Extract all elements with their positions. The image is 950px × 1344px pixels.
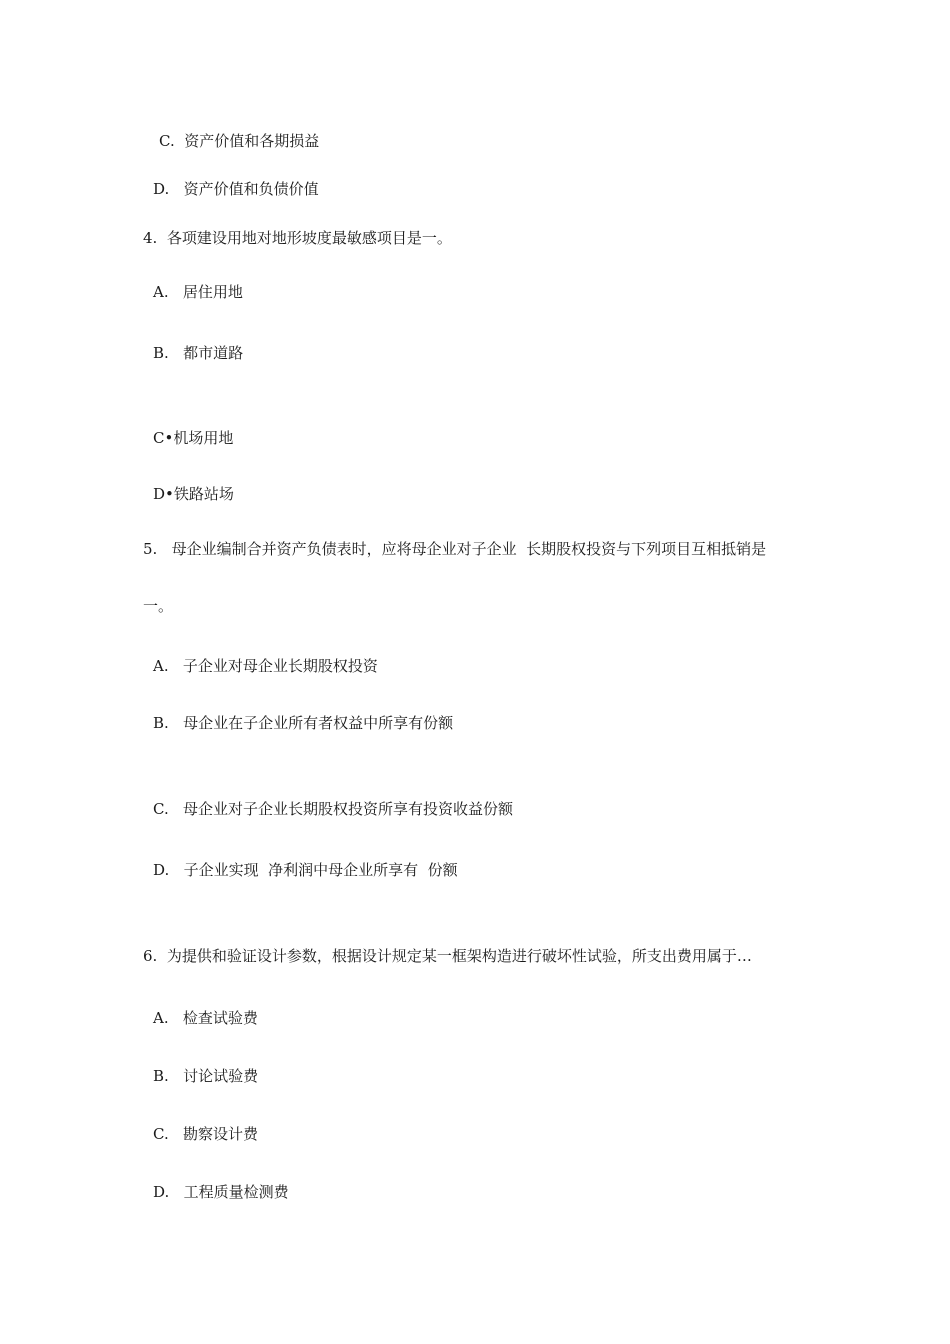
option-6a: A. 检查试验费: [153, 1009, 258, 1027]
option-6d: D. 工程质量检测费: [153, 1183, 289, 1201]
option-4d: D•铁路站场: [153, 485, 234, 503]
option-5d: D. 子企业实现 净利润中母企业所享有 份额: [153, 861, 458, 879]
question-5-continuation: 一。: [143, 597, 174, 615]
option-5a: A. 子企业对母企业长期股权投资: [153, 657, 378, 675]
option-5c: C. 母企业对子企业长期股权投资所享有投资收益份额: [153, 800, 514, 818]
question-4: 4. 各项建设用地对地形坡度最敏感项目是一。: [143, 229, 452, 247]
option-3d: D. 资产价值和负债价值: [153, 180, 319, 198]
question-5: 5. 母企业编制合并资产负债表时，应将母企业对子企业 长期股权投资与下列项目互相抵销是: [143, 540, 767, 558]
option-4a: A. 居住用地: [153, 283, 243, 301]
option-3c: C. 资产价值和各期损益: [159, 132, 320, 150]
option-5b: B. 母企业在子企业所有者权益中所享有份额: [153, 714, 454, 732]
question-6: 6. 为提供和验证设计参数，根据设计规定某一框架构造进行破坏性试验，所支出费用属于…: [143, 947, 752, 965]
option-4c: C•机场用地: [153, 429, 234, 447]
option-6b: B. 讨论试验费: [153, 1067, 259, 1085]
option-6c: C. 勘察设计费: [153, 1125, 259, 1143]
option-4b: B. 都市道路: [153, 344, 244, 362]
